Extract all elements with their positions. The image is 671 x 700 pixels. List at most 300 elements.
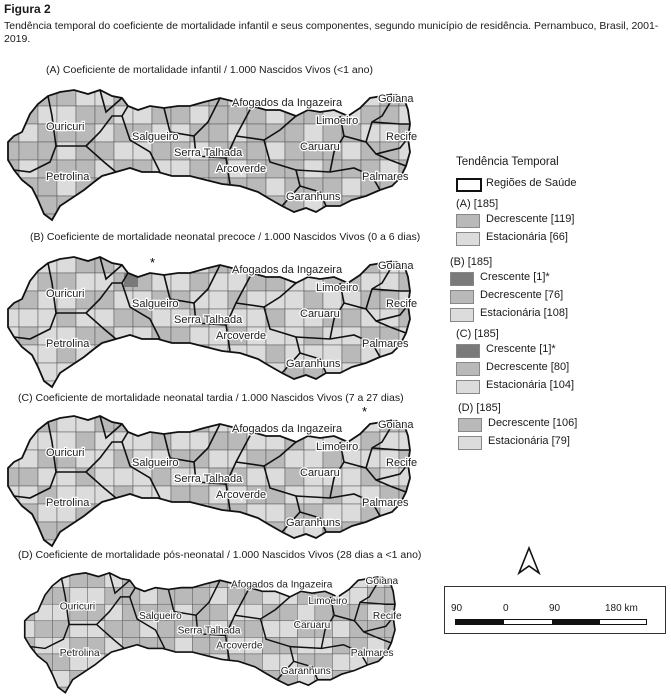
municipality: [114, 196, 133, 214]
municipality: [140, 671, 158, 688]
map-panel-b: [0, 243, 440, 395]
region-label: Limoeiro: [316, 441, 359, 453]
municipality: [35, 671, 53, 688]
municipality: [209, 522, 228, 540]
municipality: [209, 450, 228, 468]
municipality: [152, 432, 171, 450]
region-label: Petrolina: [59, 647, 100, 659]
municipality: [209, 381, 228, 395]
municipality: [399, 522, 418, 540]
municipality: [297, 687, 315, 700]
region-label: Caruaru: [300, 141, 340, 153]
municipality: [245, 654, 262, 671]
scale-label: 180 km: [605, 603, 638, 614]
municipality: [152, 273, 171, 291]
municipality: [228, 522, 247, 540]
municipality: [171, 273, 190, 291]
municipality: [245, 687, 262, 700]
municipality: [227, 671, 245, 688]
municipality: [19, 255, 38, 273]
municipality: [210, 671, 228, 688]
municipality: [247, 363, 266, 381]
municipality: [133, 381, 152, 395]
region-label: Garanhuns: [280, 666, 331, 678]
municipality: [0, 196, 19, 214]
municipality: [228, 540, 247, 554]
municipality: [350, 621, 368, 638]
municipality: [342, 540, 361, 554]
region-border-swatch: [456, 178, 482, 192]
municipality: [95, 214, 114, 228]
municipality: [17, 671, 34, 688]
municipality: [399, 214, 418, 228]
municipality: [247, 309, 266, 327]
municipality: [332, 621, 350, 638]
municipality: [152, 345, 171, 363]
municipality: [361, 540, 380, 554]
municipality: [190, 363, 209, 381]
municipality: [17, 588, 34, 605]
municipality: [228, 214, 247, 228]
legend-group-d-head: (D) [185]: [458, 402, 501, 414]
municipality: [152, 142, 171, 160]
star-marker: *: [150, 255, 156, 270]
municipality: [0, 522, 19, 540]
municipality: [247, 214, 266, 228]
municipality: [19, 522, 38, 540]
municipality: [171, 178, 190, 196]
municipality: [210, 571, 228, 588]
municipality: [157, 687, 175, 700]
region-label: Serra Talhada: [174, 473, 243, 485]
municipality: [171, 540, 190, 554]
municipality: [361, 196, 380, 214]
municipality: [0, 273, 19, 291]
municipality: [315, 687, 333, 700]
region-label: Recife: [386, 131, 418, 143]
municipality: [171, 381, 190, 395]
municipality: [157, 571, 175, 588]
municipality: [332, 654, 350, 671]
municipality: [171, 504, 190, 522]
municipality: [152, 522, 171, 540]
municipality: [190, 522, 209, 540]
municipality: [133, 363, 152, 381]
municipality: [304, 160, 323, 178]
region-label: Salgueiro: [132, 298, 179, 310]
map-panel-d: [0, 560, 440, 700]
region-label: Serra Talhada: [174, 314, 243, 326]
municipality: [175, 687, 193, 700]
region-label: Arcoverde: [216, 640, 263, 652]
municipality: [342, 214, 361, 228]
municipality: [57, 363, 76, 381]
region-label: Afogados da Ingazeira: [232, 264, 343, 276]
municipality: [114, 468, 133, 486]
municipality: [76, 540, 95, 554]
municipality: [228, 363, 247, 381]
municipality: [0, 88, 19, 106]
region-label: Goiana: [378, 419, 414, 431]
municipality: [209, 214, 228, 228]
municipality: [380, 522, 399, 540]
municipality: [209, 414, 228, 432]
municipality: [209, 291, 228, 309]
region-label: Arcoverde: [216, 489, 267, 501]
municipality: [228, 381, 247, 395]
municipality: [210, 604, 228, 621]
municipality: [157, 654, 175, 671]
municipality: [190, 432, 209, 450]
municipality: [192, 671, 210, 688]
municipality: [361, 142, 380, 160]
municipality: [380, 381, 399, 395]
municipality: [380, 196, 399, 214]
municipality: [361, 273, 380, 291]
municipality: [140, 654, 158, 671]
municipality: [380, 363, 399, 381]
municipality: [342, 142, 361, 160]
region-label: Garanhuns: [286, 358, 341, 370]
municipality: [35, 621, 53, 638]
municipality: [76, 214, 95, 228]
municipality: [399, 196, 418, 214]
municipality: [190, 273, 209, 291]
municipality: [0, 255, 19, 273]
municipality: [266, 504, 285, 522]
region-label: Caruaru: [300, 308, 340, 320]
municipality: [95, 345, 114, 363]
municipality: [171, 363, 190, 381]
legend-group-c-head: (C) [185]: [456, 328, 499, 340]
region-label: Ouricuri: [46, 121, 85, 133]
panel-title-d: (D) Coeficiente de mortalidade pós-neonatal / 1.000 Nascidos Vivos (28 dias a <1 ano): [18, 549, 422, 561]
municipality: [95, 522, 114, 540]
municipality: [105, 687, 123, 700]
municipality: [323, 381, 342, 395]
municipality: [266, 486, 285, 504]
region-label: Palmares: [362, 171, 409, 183]
region-label: Caruaru: [293, 620, 331, 632]
region-label: Arcoverde: [216, 330, 267, 342]
municipality: [171, 106, 190, 124]
municipality: [247, 381, 266, 395]
municipality: [57, 214, 76, 228]
municipality: [247, 178, 266, 196]
municipality: [133, 327, 152, 345]
municipality: [19, 142, 38, 160]
municipality: [266, 381, 285, 395]
legend-group-a-head: (A) [185]: [456, 198, 499, 210]
municipality: [171, 255, 190, 273]
municipality: [19, 196, 38, 214]
municipality: [35, 571, 53, 588]
municipality: [122, 654, 140, 671]
municipality: [190, 196, 209, 214]
municipality: [17, 621, 34, 638]
legend-title: Tendência Temporal: [456, 156, 559, 168]
region-label: Recife: [386, 457, 418, 469]
municipality: [95, 196, 114, 214]
municipality: [133, 540, 152, 554]
region-label: Limoeiro: [316, 282, 359, 294]
municipality: [57, 381, 76, 395]
municipality: [297, 637, 315, 654]
municipality: [262, 687, 280, 700]
municipality: [19, 214, 38, 228]
panel-title-a: (A) Coeficiente de mortalidade infantil / 1.000 Nascidos Vivos (<1 ano): [46, 64, 373, 76]
municipality: [133, 178, 152, 196]
municipality: [133, 504, 152, 522]
panel-title-b: (B) Coeficiente de mortalidade neonatal precoce / 1.000 Nascidos Vivos (0 a 6 dias): [30, 231, 421, 243]
municipality: [171, 196, 190, 214]
municipality: [399, 381, 418, 395]
municipality: [19, 363, 38, 381]
municipality: [0, 468, 19, 486]
region-label: Goiana: [378, 260, 414, 272]
municipality: [209, 540, 228, 554]
municipality: [76, 363, 95, 381]
region-label: Limoeiro: [316, 115, 359, 127]
municipality: [70, 687, 88, 700]
municipality: [323, 540, 342, 554]
municipality: [114, 309, 133, 327]
map-panel-a: [0, 76, 440, 228]
legend-group-b-head: (B) [185]: [450, 256, 493, 268]
municipality: [385, 671, 403, 688]
municipality: [76, 522, 95, 540]
municipality: [157, 588, 175, 605]
municipality: [114, 522, 133, 540]
region-label: Salgueiro: [132, 131, 179, 143]
municipality: [57, 468, 76, 486]
municipality: [304, 540, 323, 554]
star-marker: *: [362, 404, 368, 419]
region-label: Palmares: [362, 338, 409, 350]
municipality: [57, 540, 76, 554]
north-arrow-icon: [515, 546, 543, 576]
municipality: [175, 654, 193, 671]
municipality: [95, 381, 114, 395]
municipality: [190, 327, 209, 345]
municipality: [95, 504, 114, 522]
municipality: [70, 671, 88, 688]
municipality: [210, 687, 228, 700]
municipality: [262, 637, 280, 654]
municipality: [266, 540, 285, 554]
municipality: [140, 571, 158, 588]
municipality: [209, 88, 228, 106]
municipality: [171, 432, 190, 450]
municipality: [152, 540, 171, 554]
municipality: [175, 588, 193, 605]
municipality: [280, 604, 298, 621]
municipality: [0, 363, 19, 381]
region-label: Salgueiro: [138, 610, 182, 622]
municipality: [171, 522, 190, 540]
municipality: [350, 687, 368, 700]
municipality: [152, 363, 171, 381]
municipality: [152, 309, 171, 327]
map-panel-c: [0, 402, 440, 554]
figure-label: Figura 2: [4, 2, 51, 16]
municipality: [171, 88, 190, 106]
municipality: [0, 381, 19, 395]
figure-caption: Tendência temporal do coeficiente de mortalidade infantil e seus componentes, segundo município de residência. Pernambuco, Brasil, 2001-2019.: [4, 20, 659, 45]
municipality: [367, 671, 385, 688]
municipality: [114, 214, 133, 228]
region-label: Arcoverde: [216, 163, 267, 175]
municipality: [57, 309, 76, 327]
municipality: [190, 124, 209, 142]
municipality: [133, 214, 152, 228]
municipality: [342, 309, 361, 327]
municipality: [342, 88, 361, 106]
municipality: [19, 414, 38, 432]
municipality: [247, 504, 266, 522]
municipality: [304, 214, 323, 228]
region-label: Caruaru: [300, 467, 340, 479]
municipality: [0, 540, 19, 554]
scale-bar: [444, 586, 666, 634]
municipality: [70, 621, 88, 638]
municipality: [57, 142, 76, 160]
municipality: [122, 621, 140, 638]
region-label: Afogados da Ingazeira: [232, 423, 343, 435]
municipality: [0, 309, 19, 327]
municipality: [227, 687, 245, 700]
municipality: [332, 687, 350, 700]
municipality: [245, 671, 262, 688]
municipality: [114, 540, 133, 554]
municipality: [304, 327, 323, 345]
municipality: [152, 88, 171, 106]
region-label: Petrolina: [46, 171, 90, 183]
municipality: [350, 671, 368, 688]
municipality: [140, 637, 158, 654]
municipality: [304, 381, 323, 395]
municipality: [323, 214, 342, 228]
municipality: [0, 106, 19, 124]
municipality: [171, 345, 190, 363]
municipality: [380, 540, 399, 554]
region-label: Ouricuri: [59, 601, 96, 613]
region-label: Salgueiro: [132, 457, 179, 469]
municipality: [350, 588, 368, 605]
municipality: [57, 196, 76, 214]
municipality: [266, 345, 285, 363]
municipality: [17, 571, 34, 588]
region-label: Palmares: [350, 647, 394, 659]
municipality: [342, 178, 361, 196]
municipality: [76, 196, 95, 214]
municipality: [245, 621, 262, 638]
municipality: [133, 196, 152, 214]
municipality: [399, 363, 418, 381]
municipality: [133, 160, 152, 178]
municipality: [342, 255, 361, 273]
municipality: [285, 540, 304, 554]
municipality: [175, 671, 193, 688]
municipality: [361, 432, 380, 450]
municipality: [133, 88, 152, 106]
municipality: [361, 106, 380, 124]
municipality: [280, 687, 298, 700]
municipality: [105, 671, 123, 688]
municipality: [285, 214, 304, 228]
region-label: Recife: [372, 610, 402, 622]
municipality: [152, 106, 171, 124]
panel-title-c: (C) Coeficiente de mortalidade neonatal tardia / 1.000 Nascidos Vivos (7 a 27 dias): [18, 392, 404, 404]
region-label: Serra Talhada: [174, 147, 243, 159]
municipality: [285, 450, 304, 468]
municipality: [228, 196, 247, 214]
municipality: [19, 309, 38, 327]
municipality: [247, 468, 266, 486]
municipality: [35, 687, 53, 700]
municipality: [332, 571, 350, 588]
region-label: Ouricuri: [46, 447, 85, 459]
municipality: [262, 654, 280, 671]
municipality: [285, 291, 304, 309]
municipality: [157, 621, 175, 638]
municipality: [57, 522, 76, 540]
municipality: [157, 671, 175, 688]
municipality: [17, 654, 34, 671]
municipality: [190, 106, 209, 124]
municipality: [122, 671, 140, 688]
municipality: [192, 588, 210, 605]
municipality: [152, 196, 171, 214]
municipality: [152, 414, 171, 432]
municipality: [152, 381, 171, 395]
municipality: [247, 522, 266, 540]
municipality: [266, 160, 285, 178]
municipality: [105, 654, 123, 671]
municipality: [342, 504, 361, 522]
scale-bar-graphic: [455, 619, 647, 625]
municipality: [114, 345, 133, 363]
municipality: [114, 178, 133, 196]
region-label: Goiana: [378, 93, 414, 105]
municipality: [122, 687, 140, 700]
municipality: [361, 522, 380, 540]
municipality: [190, 486, 209, 504]
municipality: [361, 214, 380, 228]
region-label: Recife: [386, 298, 418, 310]
municipality: [342, 345, 361, 363]
municipality: [385, 687, 403, 700]
municipality: [209, 255, 228, 273]
municipality: [152, 214, 171, 228]
municipality: [171, 214, 190, 228]
municipality: [285, 381, 304, 395]
municipality: [0, 414, 19, 432]
municipality: [171, 414, 190, 432]
region-label: Afogados da Ingazeira: [231, 579, 333, 591]
municipality: [95, 178, 114, 196]
municipality-crescente: [352, 418, 364, 430]
municipality: [247, 345, 266, 363]
municipality: [114, 504, 133, 522]
municipality: [190, 160, 209, 178]
municipality: [19, 468, 38, 486]
municipality: [361, 363, 380, 381]
region-label: Petrolina: [46, 338, 90, 350]
region-label: Petrolina: [46, 497, 90, 509]
municipality: [17, 687, 34, 700]
region-label: Goiana: [365, 575, 399, 587]
